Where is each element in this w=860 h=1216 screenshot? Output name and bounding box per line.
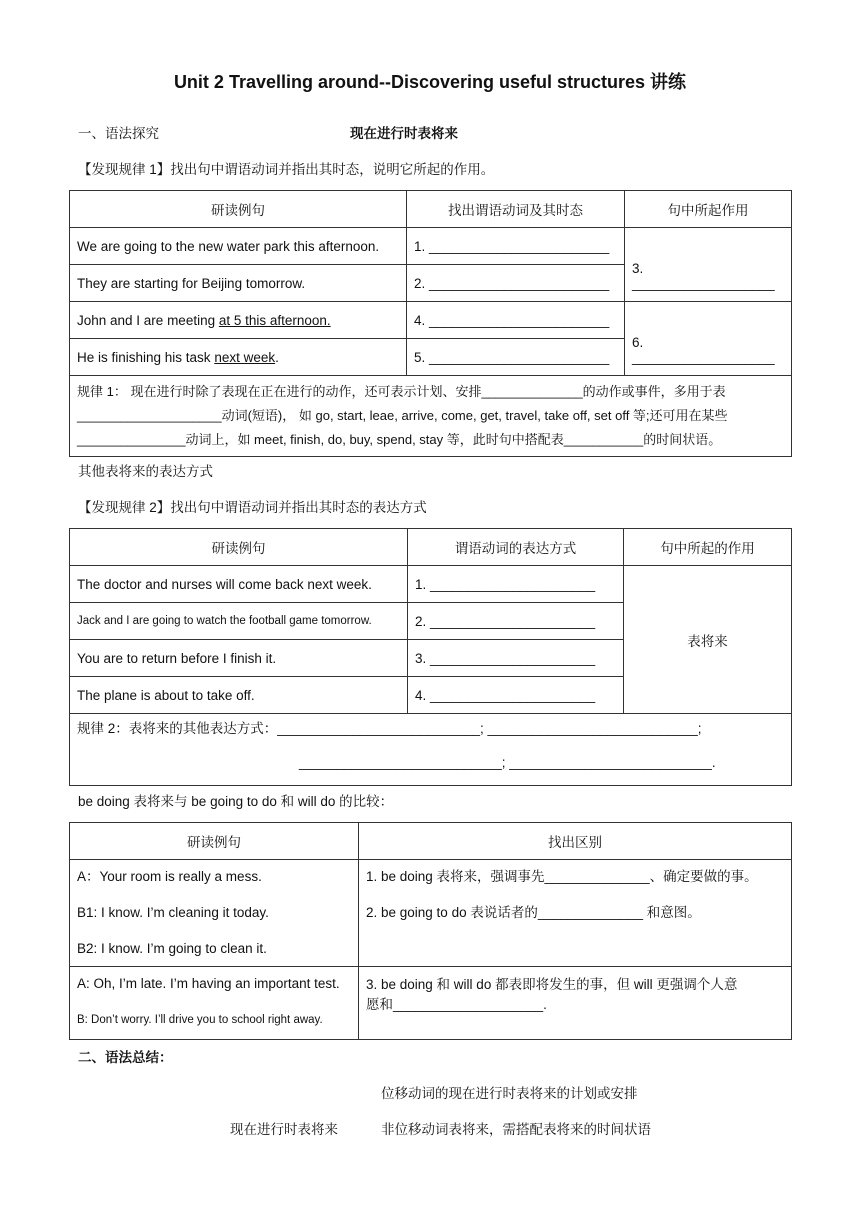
table1-blank-1: 1. ________________________: [407, 228, 625, 265]
rule2-line-2: ___________________________; ___________________________.: [299, 755, 716, 770]
table3-row2-left: [70, 967, 359, 1040]
table1-sentence-1: We are going to the new water park this afternoon.: [70, 228, 407, 265]
difference-1: 1. be doing 表将来，强调事先______________、确定要做的事。: [366, 869, 758, 884]
table2-blank-1: 1. ______________________: [408, 566, 624, 603]
table1-header-verb: 找出谓语动词及其时态: [407, 191, 625, 228]
rule1-line-3: _______________动词上，如 meet, finish, do, buy, spend, stay 等，此时句中搭配表___________的时间状语。: [77, 432, 722, 447]
table1-sentence-3-text: John and I are meeting: [77, 312, 219, 328]
rule2-text: [70, 714, 792, 786]
table2-sentence-4: The plane is about to take off.: [70, 677, 408, 714]
table1-sentence-3: [70, 302, 407, 339]
dialog2-a: A: Oh, I’m late. I’m having an important test.: [77, 976, 340, 991]
rule1-text: [70, 376, 792, 457]
difference-3-line-2: 愿和____________________.: [366, 997, 547, 1012]
table2-header-sentence: 研读例句: [70, 529, 408, 566]
table2-blank-2: 2. ______________________: [408, 603, 624, 640]
table1-blank-5: 5. ________________________: [407, 339, 625, 376]
rule2-table: [69, 528, 792, 786]
table1-sentence-4: [70, 339, 407, 376]
table1-func-b: 6. ___________________: [625, 302, 792, 376]
table1-header-sentence: 研读例句: [70, 191, 407, 228]
compare-heading: be doing 表将来与 be going to do 和 will do 的比较：: [78, 794, 394, 809]
table1-sentence-3-underlined: at 5 this afternoon.: [218, 312, 331, 328]
other-ways-heading: 其他表将来的表达方式: [78, 464, 213, 479]
rule1-line-2: ____________________动词(短语)， 如 go, start, leae, arrive, come, get, travel, take off, set off 等;还可用在某些: [77, 408, 728, 423]
table1-sentence-2: They are starting for Beijing tomorrow.: [70, 265, 407, 302]
compare-table: [69, 822, 792, 1040]
table1-header-function: 句中所起作用: [625, 191, 792, 228]
table3-row1-right: [359, 860, 792, 967]
table2-sentence-1: The doctor and nurses will come back next week.: [70, 566, 408, 603]
difference-2: 2. be going to do 表说话者的______________ 和意图。: [366, 905, 701, 920]
rule1-line-1: 规律 1： 现在进行时除了表现在正在进行的动作，还可表示计划、安排______________的动作或事件，多用于表: [77, 384, 726, 399]
page-title: Unit 2 Travelling around--Discovering useful structures 讲练: [173, 72, 687, 92]
table2-sentence-3: You are to return before I finish it.: [70, 640, 408, 677]
table1-blank-4: 4. ________________________: [407, 302, 625, 339]
table2-header-form: 谓语动词的表达方式: [408, 529, 624, 566]
rule2-heading: 【发现规律 2】找出句中谓语动词并指出其时态的表达方式: [78, 500, 427, 515]
table2-blank-4: 4. ______________________: [408, 677, 624, 714]
section2-label: 二、语法总结：: [78, 1050, 173, 1065]
dialog-a: A：Your room is really a mess.: [77, 869, 262, 884]
table3-row1-left: [70, 860, 359, 967]
dialog2-b: B: Don’t worry. I’ll drive you to school right away.: [77, 1014, 323, 1026]
table2-function: 表将来: [624, 566, 792, 714]
section1-label: 一、语法探究: [78, 126, 159, 141]
table2-sentence-2: Jack and I are going to watch the football game tomorrow.: [70, 603, 408, 640]
rule1-table: [69, 190, 792, 457]
difference-3-line-1: 3. be doing 和 will do 都表即将发生的事，但 will 更强调个人意: [366, 977, 738, 992]
dialog-b2: B2: I know. I’m going to clean it.: [77, 941, 267, 956]
rule2-line-1: 规律 2：表将来的其他表达方式：___________________________; ____________________________;: [77, 721, 702, 736]
table3-header-difference: 找出区别: [359, 823, 792, 860]
section1-topic: 现在进行时表将来: [350, 126, 458, 141]
table1-blank-2: 2. ________________________: [407, 265, 625, 302]
summary-line-1: 位移动词的现在进行时表将来的计划或安排: [381, 1086, 638, 1101]
table1-sentence-4-underlined: next week: [214, 349, 276, 365]
table2-blank-3: 3. ______________________: [408, 640, 624, 677]
dialog-b1: B1: I know. I’m cleaning it today.: [77, 905, 269, 920]
summary-line-2: 非位移动词表将来，需搭配表将来的时间状语: [381, 1122, 651, 1137]
rule1-heading: 【发现规律 1】找出句中谓语动词并指出其时态，说明它所起的作用。: [78, 162, 495, 177]
summary-left-label: 现在进行时表将来: [230, 1122, 338, 1137]
table2-header-function: 句中所起的作用: [624, 529, 792, 566]
table3-header-sentence: 研读例句: [70, 823, 359, 860]
table1-sentence-4-text: He is finishing his task: [77, 349, 215, 365]
table1-func-a: 3. ___________________: [625, 228, 792, 302]
table3-row2-right: [359, 967, 792, 1040]
table1-sentence-4-end: .: [275, 349, 279, 365]
